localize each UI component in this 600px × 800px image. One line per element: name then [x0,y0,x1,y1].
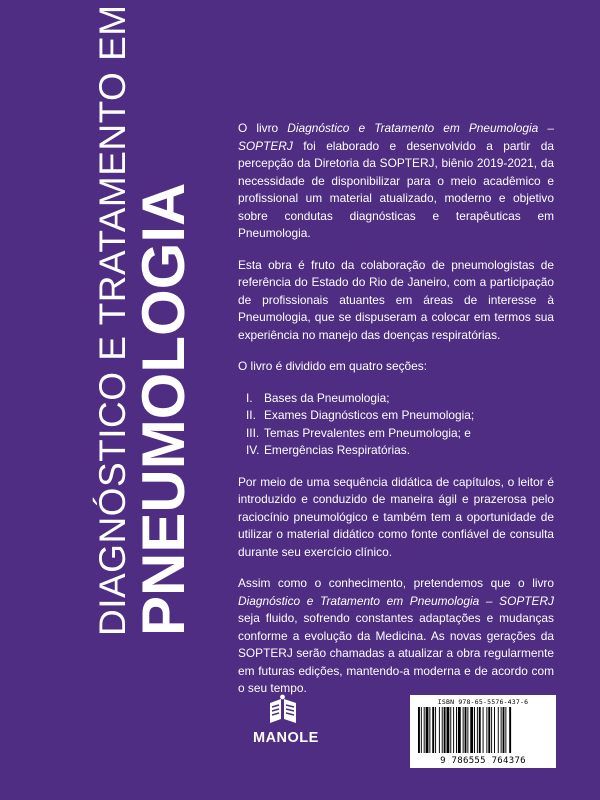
paragraph-intro [238,120,554,243]
spine-title-bold: PNEUMOLOGIA [130,182,197,636]
barcode-bar [491,707,492,753]
list-item-number: IV. [246,443,260,457]
list-item-number: I. [246,390,253,405]
paragraph-intro-pre: O livro [238,121,288,135]
paragraph-didactic: Por meio de uma sequência didática de capítulos, o leitor é introduzido e conduzido de maneira ágil e prazerosa pelo raciocínio pneumológico e também tem a oportunidade de utilizar o material didático como fonte confiável de consulta durante seu exercício clínico. [238,474,554,559]
synopsis-text [238,120,554,712]
spine-title-light: DIAGNÓSTICO E TRATAMENTO EM [92,4,133,636]
paragraph-future-book-title: Diagnóstico e Tratamento em Pneumologia – SOPTERJ [238,593,554,608]
barcode-bar [494,707,495,753]
barcode-bar [439,707,440,753]
barcode-bar [435,707,436,753]
paragraph-collaboration: Esta obra é fruto da colaboração de pneumologistas de referência do Estado do Rio de Janeiro, com a participação de profissionais atuantes em áreas de interesse à Pneumologia, que se dispuseram a colocar em termos sua experiência no manejo das doenças respiratórias. [238,257,554,342]
barcode-bar [456,707,457,753]
isbn-label: ISBN 978-65-5576-437-6 [437,698,529,706]
list-item-text: Bases da Pneumologia; [264,390,390,405]
paragraph-future [238,575,554,698]
barcode-bar [418,707,420,753]
barcode-bar [421,707,422,753]
barcode-bar [483,707,484,753]
paragraph-intro-book-title: Diagnóstico e Tratamento em Pneumologia – SOPTERJ [238,121,554,153]
paragraph-intro-post: foi elaborado e desenvolvido a partir da percepção da Diretoria da SOPTERJ, biênio 2019-2021, da necessidade de disponibilizar para o meio acadêmico e profissional um material atualizado, moderno e objetivo sobre condutas diagnósticas e terapêuticas em Pneumologia. [238,138,554,240]
sections-list [238,390,554,460]
list-item-number: III. [246,425,260,440]
barcode-bar [463,707,464,753]
barcode-bar [429,707,430,753]
publisher-name: MANOLE [253,730,319,746]
list-item-number: II. [246,408,256,422]
barcode-bar [424,707,425,753]
barcode-bar [450,707,451,753]
barcode-digits: 9 786555 764376 [440,756,526,766]
barcode-bar [503,707,505,753]
publisher-logo [253,693,319,746]
list-item [238,442,554,460]
barcode-bar [486,707,487,753]
barcode-bar [447,707,450,753]
list-item [238,407,554,425]
barcode-bar [509,707,511,753]
barcode-bar [442,707,443,753]
barcode-bar [474,707,475,753]
barcode-bar [444,707,446,753]
barcode-bar [467,707,468,753]
barcode-bar [505,707,506,753]
barcode-bar [477,707,478,753]
list-item-text: Exames Diagnósticos em Pneumologia; [264,408,475,422]
barcode-bar [453,707,454,753]
barcode-bar [458,707,461,753]
paragraph-future-post: seja fluido, sofrendo constantes adaptações e mudanças conforme a evolução da Medicina. As novas gerações da SOPTERJ serão chamadas a atualizar a obra regularmente em futuras edições, mantendo-a moderna e de acordo com o seu tempo. [238,611,554,695]
paragraph-sections-intro: O livro é dividido em quatro seções: [238,359,428,373]
barcode-bar [426,707,429,753]
list-item [238,390,554,408]
paragraph-future-pre: Assim como o conhecimento, pretendemos que o livro [238,576,554,590]
manole-logo-icon [266,693,300,727]
barcode-bar [432,707,434,753]
list-item [238,425,554,443]
barcode-bar [498,707,499,753]
barcode-bar [488,707,490,753]
barcode-bars [418,707,548,753]
barcode-bar [470,707,473,753]
barcode-bar [479,707,481,753]
list-item-text: Emergências Respiratórias. [264,443,411,457]
list-item-text: Temas Prevalentes em Pneumologia; e [264,425,471,440]
barcode [410,695,556,768]
barcode-bar [465,707,467,753]
barcode-bar [501,707,502,753]
